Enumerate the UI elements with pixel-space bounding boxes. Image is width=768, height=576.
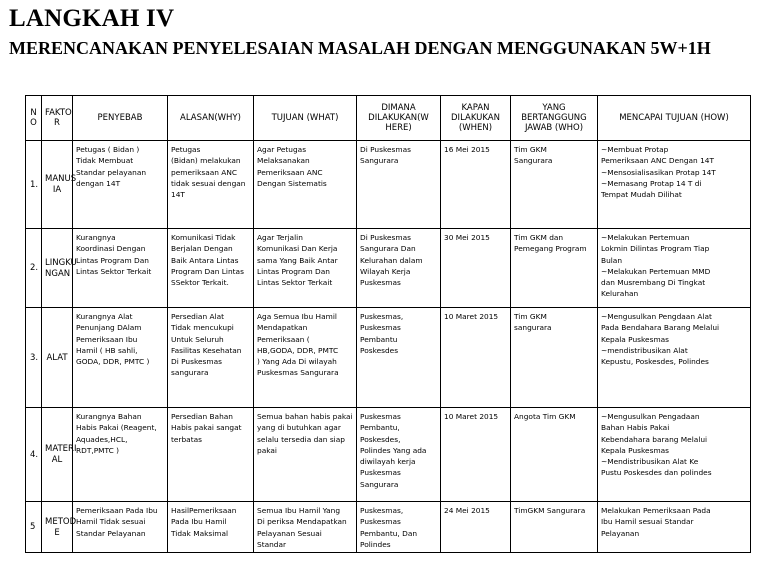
page-title: LANGKAH IV (9, 5, 175, 32)
row-kapan: 10 Maret 2015 (441, 408, 511, 502)
row-dimana: Puskesmas, Puskesmas Pembantu Poskesdes (357, 308, 441, 408)
row-number: 2. (26, 229, 42, 308)
col-header-faktor: FAKTO R (42, 96, 73, 141)
row-alasan: Petugas (Bidan) melakukan pemeriksaan ANC tidak sesuai dengan 14T (168, 141, 254, 229)
row-number: 5 (26, 502, 42, 553)
table-row (26, 502, 751, 553)
table-header-row (26, 96, 751, 141)
row-who: Tim GKM dan Pemegang Program (511, 229, 598, 308)
row-how: Melakukan Pemeriksaan Pada Ibu Hamil sesuai Standar Pelayanan (598, 502, 751, 553)
row-tujuan: Semua bahan habis pakai yang di butuhkan agar selalu tersedia dan siap pakai (254, 408, 357, 502)
row-tujuan: Agar Petugas Melaksanakan Pemeriksaan ANC Dengan Sistematis (254, 141, 357, 229)
row-penyebab: Kurangnya Alat Penunjang DAlam Pemeriksaan Ibu Hamil ( HB sahli, GODA, DDR, PMTC ) (73, 308, 168, 408)
row-who: TimGKM Sangurara (511, 502, 598, 553)
row-penyebab: Petugas ( Bidan ) Tidak Membuat Standar pelayanan dengan 14T (73, 141, 168, 229)
table-row (26, 141, 751, 229)
table-row (26, 229, 751, 308)
row-penyebab: Kurangnya Bahan Habis Pakai (Reagent, Aquades,HCL, RDT,PMTC ) (73, 408, 168, 502)
table-row (26, 408, 751, 502)
row-penyebab: Pemeriksaan Pada Ibu Hamil Tidak sesuai Standar Pelayanan (73, 502, 168, 553)
col-header-kapan: KAPAN DILAKUKAN (WHEN) (441, 96, 511, 141)
col-header-how: MENCAPAI TUJUAN (HOW) (598, 96, 751, 141)
row-how: ~Melakukan Pertemuan Lokmin Dilintas Program Tiap Bulan ~Melakukan Pertemuan MMD dan Musrembang Di Tingkat Kelurahan (598, 229, 751, 308)
row-faktor: METOD E (42, 502, 73, 553)
row-who: Angota Tim GKM (511, 408, 598, 502)
row-alasan: HasilPemeriksaan Pada Ibu Hamil Tidak Maksimal (168, 502, 254, 553)
page-subtitle: MERENCANAKAN PENYELESAIAN MASALAH DENGAN MENGGUNAKAN 5W+1H (9, 38, 711, 58)
row-tujuan: Aga Semua Ibu Hamil Mendapatkan Pemeriksaan ( HB,GODA, DDR, PMTC ) Yang Ada Di wilayah Puskesmas Sangurara (254, 308, 357, 408)
row-dimana: Puskesmas Pembantu, Poskesdes, Polindes Yang ada diwilayah kerja Puskesmas Sangurara (357, 408, 441, 502)
row-how: ~Membuat Protap Pemeriksaan ANC Dengan 14T ~Mensosialisasikan Protap 14T ~Memasang Protap 14 T di Tempat Mudah Dilihat (598, 141, 751, 229)
row-how: ~Mengusulkan Pengdaan Alat Pada Bendahara Barang Melalui Kepala Puskesmas ~mendistribusikan Alat Kepustu, Poskesdes, Polindes (598, 308, 751, 408)
row-kapan: 10 Maret 2015 (441, 308, 511, 408)
row-faktor: MATERI AL (42, 408, 73, 502)
row-who: Tim GKM Sangurara (511, 141, 598, 229)
row-faktor: LINGKU NGAN (42, 229, 73, 308)
col-header-penyebab: PENYEBAB (73, 96, 168, 141)
row-who: Tim GKM sangurara (511, 308, 598, 408)
row-dimana: Di Puskesmas Sangurara Dan Kelurahan dalam Wilayah Kerja Puskesmas (357, 229, 441, 308)
row-dimana: Puskesmas, Puskesmas Pembantu, Dan Polindes (357, 502, 441, 553)
row-alasan: Komunikasi Tidak Berjalan Dengan Baik Antara Lintas Program Dan Lintas SSektor Terkait. (168, 229, 254, 308)
plan-table (25, 95, 751, 553)
col-header-dimana: DIMANA DILAKUKAN(W HERE) (357, 96, 441, 141)
row-kapan: 16 Mei 2015 (441, 141, 511, 229)
col-header-tujuan: TUJUAN (WHAT) (254, 96, 357, 141)
table-row (26, 308, 751, 408)
col-header-alasan: ALASAN(WHY) (168, 96, 254, 141)
row-alasan: Persedian Alat Tidak mencukupi Untuk Seluruh Fasilitas Kesehatan Di Puskesmas sangurara (168, 308, 254, 408)
row-faktor: ALAT (42, 308, 73, 408)
row-kapan: 30 Mei 2015 (441, 229, 511, 308)
col-header-no: N O (26, 96, 42, 141)
row-penyebab: Kurangnya Koordinasi Dengan Lintas Program Dan Lintas Sektor Terkait (73, 229, 168, 308)
row-faktor: MANUS IA (42, 141, 73, 229)
row-how: ~Mengusulkan Pengadaan Bahan Habis Pakai Kebendahara barang Melalui Kepala Puskesmas ~Mendistribusikan Alat Ke Pustu Poskesdes dan polindes (598, 408, 751, 502)
row-number: 3. (26, 308, 42, 408)
row-number: 4. (26, 408, 42, 502)
row-alasan: Persedian Bahan Habis pakai sangat terbatas (168, 408, 254, 502)
row-tujuan: Semua Ibu Hamil Yang Di periksa Mendapatkan Pelayanan Sesuai Standar (254, 502, 357, 553)
row-tujuan: Agar Terjalin Komunikasi Dan Kerja sama Yang Baik Antar Lintas Program Dan Lintas Sektor Terkait (254, 229, 357, 308)
col-header-who: YANG BERTANGGUNG JAWAB (WHO) (511, 96, 598, 141)
row-dimana: Di Puskesmas Sangurara (357, 141, 441, 229)
row-number: 1. (26, 141, 42, 229)
row-kapan: 24 Mei 2015 (441, 502, 511, 553)
